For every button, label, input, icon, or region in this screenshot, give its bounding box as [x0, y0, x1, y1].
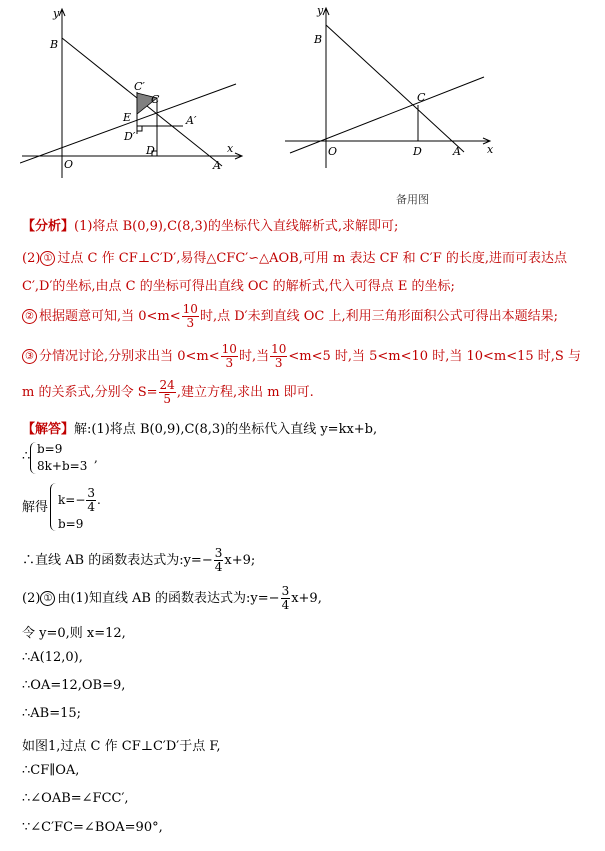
label-a: A [213, 159, 221, 172]
analysis-line-5 [22, 343, 581, 370]
right-angle-mark-d-prime [137, 126, 142, 131]
label-c: C [151, 93, 160, 106]
solution-line-4: 令 y=0,则 x=12, [22, 626, 126, 641]
label-d: D [146, 144, 155, 157]
fraction-numerator: 10 [221, 342, 237, 356]
fraction [159, 379, 176, 406]
figure-1 [20, 0, 250, 185]
analysis-line-6 [22, 379, 314, 406]
circled-3: ③ [22, 349, 37, 364]
label-y-2: y [317, 4, 324, 17]
solution-line-5: ∴A(12,0), [22, 650, 83, 665]
analysis-line-1 [22, 215, 398, 234]
analysis-text-2: 过点 C 作 CF⊥C′D′,易得△CFC′∽△AOB,可用 m 表达 CF 和 C′F 的长度,进而可表达点 [57, 251, 567, 266]
figure-2 [283, 0, 503, 185]
solution-line-1 [22, 418, 377, 437]
solution-tag: 【解答】 [22, 422, 75, 437]
analysis-line-2 [22, 247, 567, 266]
solution-line-11: ∵∠C′FC=∠BOA=90°, [22, 820, 163, 835]
label-c-prime: C′ [134, 80, 145, 93]
fraction-numerator: 3 [87, 486, 96, 500]
solution-part-2-label: (2) [22, 591, 41, 606]
solution-line-8: 如图1,过点 C 作 CF⊥C′D′于点 F, [22, 739, 221, 754]
analysis-text-6a: m 的关系式,分别令 S= [22, 385, 158, 400]
solution-line-6: ∴OA=12,OB=9, [22, 678, 126, 693]
analysis-text-5a: 分情况讨论,分别求出当 0<m< [39, 349, 220, 364]
jiede-label: 解得 [22, 500, 49, 515]
analysis-text-5c: <m<5 时,当 5<m<10 时,当 10<m<15 时,S 与 [288, 349, 581, 364]
analysis-text-4a: 根据题意可知,当 0<m< [39, 309, 181, 324]
fraction-numerator: 10 [182, 302, 198, 316]
solution-line-9: ∴CF∥OA, [22, 763, 80, 778]
label-d-2: D [413, 145, 422, 158]
brace [30, 442, 37, 474]
fraction-numerator: 10 [271, 342, 287, 356]
fraction-numerator: 24 [159, 378, 175, 392]
fraction [221, 343, 238, 370]
fraction-numerator: 3 [214, 546, 223, 560]
circled-2: ② [22, 309, 37, 324]
fraction [281, 585, 291, 612]
analysis-part-2-label: (2) [22, 251, 41, 266]
fraction-denominator: 4 [281, 598, 290, 612]
equation-system-1 [30, 442, 110, 476]
fraction [214, 547, 224, 574]
fraction [182, 303, 199, 330]
figure-caption: 备用图 [396, 193, 429, 206]
label-a-2: A [453, 145, 461, 158]
label-c-2: C [417, 91, 426, 104]
circled-1: ① [40, 591, 55, 606]
label-e: E [123, 111, 132, 124]
label-o: O [64, 158, 74, 171]
line-oc-2 [290, 77, 484, 153]
solution-line-7: ∴AB=15; [22, 706, 82, 721]
line-ab-2 [326, 25, 464, 152]
label-d-prime: D′ [124, 130, 136, 143]
fraction [86, 487, 96, 514]
solution-text-3b: 由(1)知直线 AB 的函数表达式为:y=− [57, 591, 280, 606]
label-x: x [227, 142, 234, 155]
solution-line-10: ∴∠OAB=∠FCC′, [22, 791, 129, 806]
fraction-denominator: 3 [274, 356, 283, 370]
solution-text-2b: x+9; [224, 553, 256, 568]
label-o-2: O [328, 145, 338, 158]
label-b: B [50, 38, 59, 51]
analysis-text-6b: ,建立方程,求出 m 即可. [176, 385, 314, 400]
solution-line-ab [22, 547, 255, 574]
equation-1a: b=9 [37, 442, 63, 456]
equation-2b: b=9 [58, 517, 84, 531]
analysis-text-5b: 时,当 [238, 349, 270, 364]
fraction-numerator: 3 [281, 584, 290, 598]
label-a-prime: A′ [186, 114, 197, 127]
figure-1-graph [20, 0, 250, 185]
brace [50, 483, 57, 531]
label-b-2: B [314, 33, 323, 46]
solution-text-1: 解:(1)将点 B(0,9),C(8,3)的坐标代入直线 y=kx+b, [74, 422, 378, 437]
fraction-denominator: 3 [186, 316, 195, 330]
analysis-tag: 【分析】 [22, 219, 75, 234]
label-y: y [53, 7, 60, 20]
solution-line-part2 [22, 585, 322, 612]
fraction-denominator: 4 [214, 560, 223, 574]
fraction-denominator: 3 [225, 356, 234, 370]
equation-1b: 8k+b=3 [37, 459, 88, 473]
circled-1: ① [40, 251, 55, 266]
analysis-line-3 [22, 275, 455, 294]
solution-text-2a: ∴直线 AB 的函数表达式为:y=− [22, 553, 213, 568]
fraction [270, 343, 287, 370]
fraction-denominator: 4 [87, 500, 96, 514]
equation-2a [58, 487, 101, 514]
period: . [97, 493, 101, 507]
analysis-text-1: (1)将点 B(0,9),C(8,3)的坐标代入直线解析式,求解即可; [74, 219, 399, 234]
equation-system-2 [50, 483, 120, 533]
analysis-text-4b: 时,点 D′未到直线 OC 上,利用三角形面积公式可得出本题结果; [199, 309, 558, 324]
analysis-line-4 [22, 303, 558, 330]
equation-2a-lhs: k=− [58, 493, 86, 507]
figure-2-graph [283, 0, 503, 185]
comma: , [94, 451, 98, 465]
label-x-2: x [487, 143, 494, 156]
analysis-text-3: C′,D′的坐标,由点 C 的坐标可得出直线 OC 的解析式,代入可得点 E 的坐标; [22, 279, 455, 294]
solution-text-3c: x+9, [291, 591, 322, 606]
fraction-denominator: 5 [163, 392, 171, 406]
therefore-symbol: ∴ [22, 449, 31, 464]
